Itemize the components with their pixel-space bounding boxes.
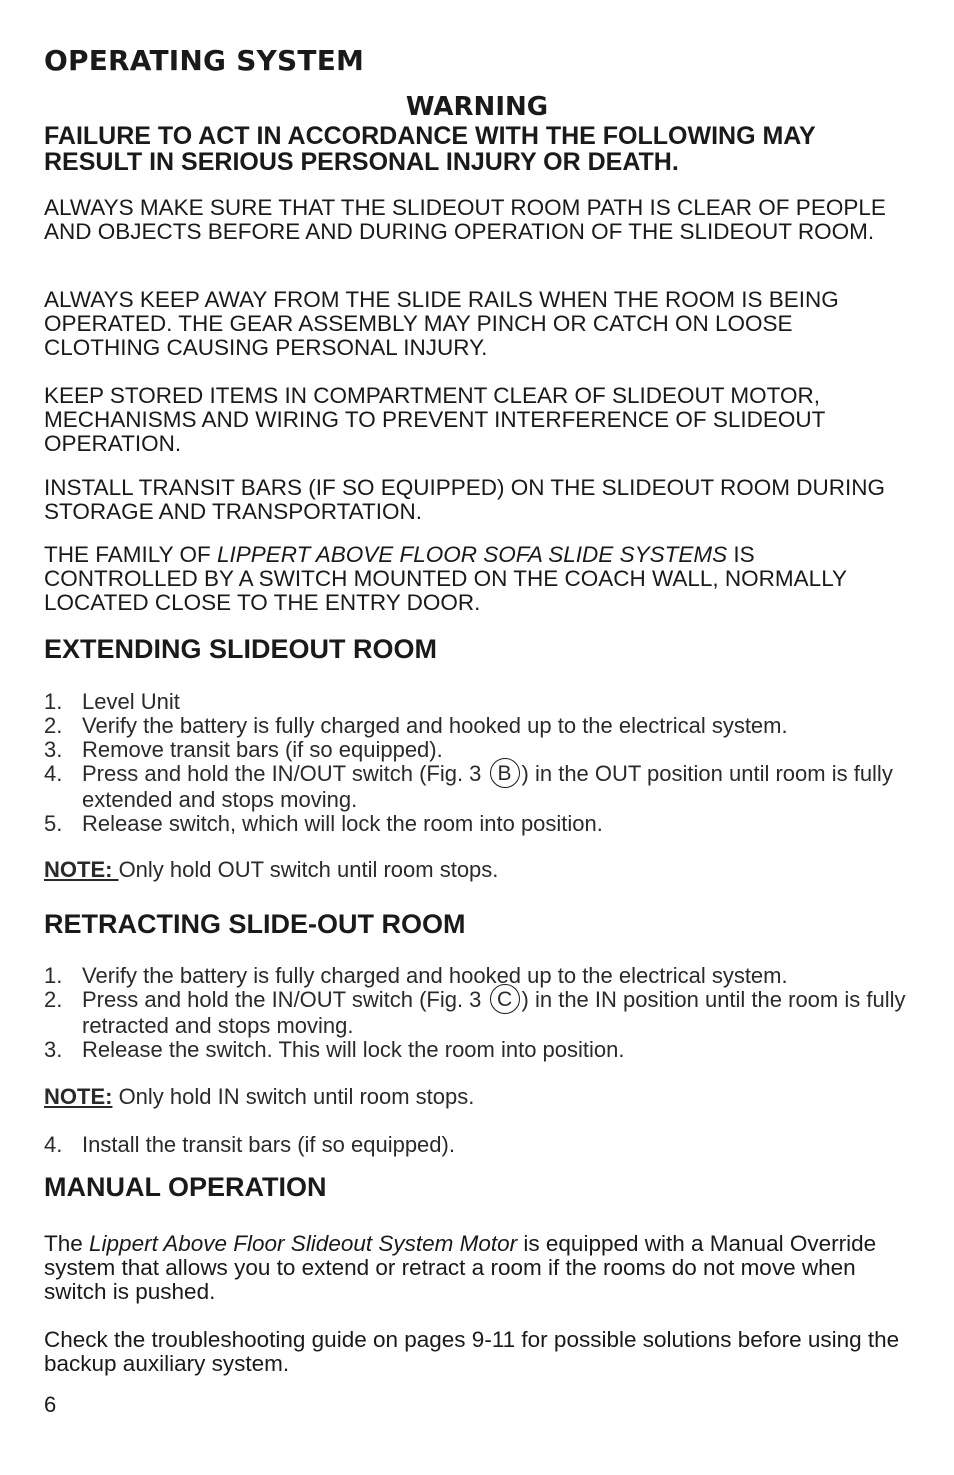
extending-steps [44, 690, 914, 836]
list-text: Verify the battery is fully charged and hooked up to the electrical system. [82, 963, 788, 988]
manual-operation-heading: MANUAL OPERATION [44, 1172, 327, 1202]
retracting-steps [44, 964, 914, 1062]
safety-paragraph-path: ALWAYS MAKE SURE THAT THE SLIDEOUT ROOM PATH IS CLEAR OF PEOPLE AND OBJECTS BEFORE AND DURING OPERATION OF THE SLIDEOUT ROOM. [44, 195, 886, 244]
retracting-heading: RETRACTING SLIDE-OUT ROOM [44, 909, 466, 939]
callout-c: C [490, 984, 520, 1014]
extending-heading: EXTENDING SLIDEOUT ROOM [44, 634, 438, 664]
text: THE FAMILY OF [44, 542, 217, 567]
warning-heading: WARNING [405, 92, 549, 122]
note-label: NOTE: [44, 857, 119, 882]
list-number: 4. [44, 761, 63, 786]
text: The [44, 1231, 90, 1256]
list-text: Install the transit bars (if so equipped). [82, 1132, 455, 1157]
list-number: 2. [44, 713, 63, 738]
safety-paragraph-rails: ALWAYS KEEP AWAY FROM THE SLIDE RAILS WHEN THE ROOM IS BEING OPERATED. THE GEAR ASSEMBLY MAY PINCH OR CATCH ON LOOSE CLOTHING CAUSING PERSONAL INJURY. [44, 287, 839, 360]
list-text: Remove transit bars (if so equipped). [82, 737, 443, 762]
manual-override-paragraph [44, 1232, 914, 1304]
note-text: Only hold OUT switch until room stops. [118, 857, 499, 882]
list-item [44, 812, 914, 836]
safety-paragraph-storage: KEEP STORED ITEMS IN COMPARTMENT CLEAR OF SLIDEOUT MOTOR, MECHANISMS AND WIRING TO PREVENT INTERFERENCE OF SLIDEOUT OPERATION. [44, 383, 825, 456]
list-item [44, 690, 914, 714]
list-number: 3. [44, 1036, 63, 1062]
troubleshooting-paragraph: Check the troubleshooting guide on pages 9-11 for possible solutions before using the backup auxiliary system. [44, 1327, 900, 1376]
list-text: ) in the OUT position until room is fully extended and stops moving. [82, 761, 893, 812]
retracting-step-4 [44, 1133, 914, 1157]
product-name: Lippert Above Floor Slideout System Motor [89, 1231, 518, 1256]
extending-note [44, 857, 498, 883]
list-number: 3. [44, 737, 63, 762]
list-text: Verify the battery is fully charged and hooked up to the electrical system. [82, 713, 788, 738]
retracting-note [44, 1084, 474, 1110]
note-text: Only hold IN switch until room stops. [112, 1084, 475, 1109]
list-number: 1. [44, 689, 63, 714]
list-item [44, 1133, 914, 1157]
list-item [44, 714, 914, 738]
page-title: OPERATING SYSTEM [44, 44, 365, 77]
list-number: 1. [44, 963, 63, 988]
switch-location-paragraph [44, 543, 914, 615]
safety-paragraph-transit-bars: INSTALL TRANSIT BARS (IF SO EQUIPPED) ON THE SLIDEOUT ROOM DURING STORAGE AND TRANSPORTATION. [44, 475, 885, 524]
list-item [44, 988, 914, 1038]
text: IS CONTROLLED BY A SWITCH MOUNTED ON THE COACH WALL, NORMALLY LOCATED CLOSE TO THE ENTRY DOOR. [44, 542, 847, 615]
callout-b: B [490, 758, 520, 788]
list-text: Release the switch. This will lock the room into position. [82, 1036, 625, 1062]
note-label: NOTE: [44, 1084, 113, 1109]
warning-subheading: FAILURE TO ACT IN ACCORDANCE WITH THE FOLLOWING MAY RESULT IN SERIOUS PERSONAL INJURY OR DEATH. [44, 122, 816, 176]
text: is equipped with a Manual Override system that allows you to extend or retract a room if the rooms do not move when switch is pushed. [44, 1231, 877, 1304]
page-number: 6 [44, 1392, 57, 1417]
list-item [44, 738, 914, 762]
list-text: ) in the IN position until the room is fully retracted and stops moving. [82, 987, 906, 1038]
list-text: Level Unit [82, 689, 180, 714]
list-text: Press and hold the IN/OUT switch (Fig. 3 [82, 761, 488, 786]
list-item [44, 1038, 914, 1062]
list-text: Release switch, which will lock the room into position. [82, 810, 603, 836]
list-item [44, 762, 914, 812]
list-text: Press and hold the IN/OUT switch (Fig. 3 [82, 987, 488, 1012]
list-item [44, 964, 914, 988]
list-number: 5. [44, 810, 63, 836]
list-number: 4. [44, 1132, 63, 1157]
list-number: 2. [44, 987, 63, 1012]
product-name: LIPPERT ABOVE FLOOR SOFA SLIDE SYSTEMS [216, 542, 728, 567]
